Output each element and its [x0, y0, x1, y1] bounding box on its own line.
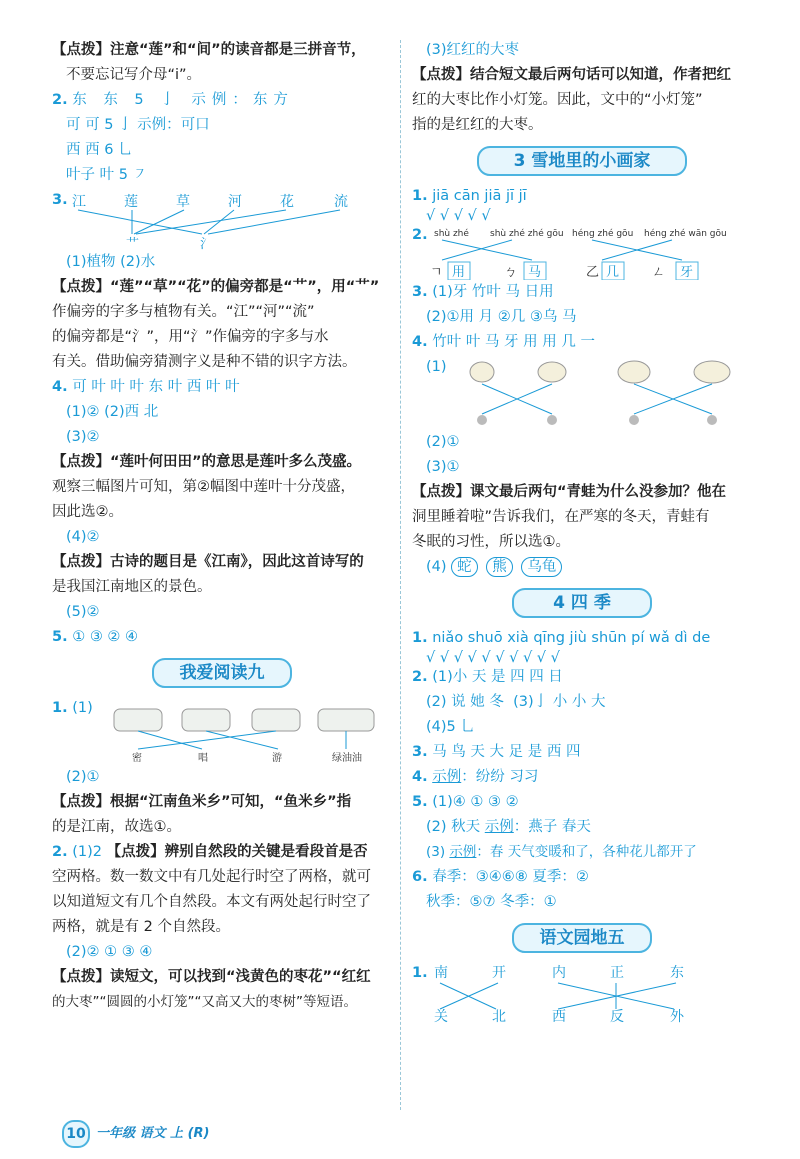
answer-line: 5. ① ③ ② ④ — [52, 629, 139, 645]
footprint — [707, 415, 717, 425]
answer-line: 1. jiā cān jiā jī jī — [412, 188, 527, 204]
answer-line: 可 可 5 亅 示例：可口 — [66, 117, 210, 133]
tip-text: 的大枣”“圆圆的小灯笼”“又高又大的枣树”等短语。 — [52, 994, 357, 1010]
match-label: 绿油油 — [332, 753, 362, 764]
answer-line: (1)植物 (2)水 — [66, 254, 156, 270]
answer-line: 4. 示例：纷纷 习习 — [412, 769, 539, 785]
picture-thumb — [114, 709, 162, 731]
page-footer — [52, 1120, 272, 1146]
page-number: 10 — [62, 1120, 90, 1148]
answer-line: (3)红红的大枣 — [426, 42, 520, 58]
answer-line: (3)② — [66, 429, 100, 445]
stroke-char: ㄱ — [430, 265, 443, 280]
section-banner: 语文园地五 — [512, 923, 652, 953]
answer-line: 2. — [412, 227, 428, 243]
answer-line: 3. (1)牙 竹叶 马 日用 — [412, 284, 554, 300]
tip-text: 【点拨】“莲叶何田田”的意思是莲叶多么茂盛。 — [52, 454, 362, 470]
stroke-char: 乙 — [586, 265, 600, 280]
answer-line: (4)② — [66, 529, 100, 545]
answer-line: (2)①用 月 ②几 ③乌 马 — [426, 309, 577, 325]
tip-text: 【点拨】课文最后两句“青蛙为什么没参加？他在 — [412, 484, 727, 500]
tip-text: 【点拨】根据“江南鱼米乡”可知，“鱼米乡”指 — [52, 794, 352, 810]
answer-line: (4) 蛇 熊 乌龟 — [412, 555, 752, 580]
chick-picture — [470, 362, 494, 382]
answer-line: 叶子 叶 5 ㇇ — [66, 167, 148, 183]
circled-answer: 乌龟 — [521, 557, 562, 577]
duck-picture — [538, 362, 566, 382]
match-char: 流 — [334, 194, 348, 210]
match-lines — [442, 240, 682, 260]
answer-line: (4)5 乚 — [426, 719, 475, 735]
match-char: 反 — [610, 1009, 624, 1023]
check-marks: √ √ √ √ √ — [426, 208, 491, 224]
pinyin-label: shù zhé zhé gōu — [490, 229, 564, 239]
match-char: 江 — [72, 194, 86, 210]
tip-text: 作偏旁的字多与植物有关。“江”“河”“流” — [52, 304, 315, 320]
answer-line: (2)① — [426, 434, 460, 450]
answer-line: (1)② (2)西 北 — [66, 404, 159, 420]
tip-text: 空两格。数一数文中有几处起行时空了两格，就可 — [52, 869, 371, 885]
answer-char: 几 — [606, 265, 620, 280]
answer-line: 1. (1) — [52, 700, 93, 716]
match-char: 草 — [176, 194, 190, 210]
tip-text: 洞里睡着啦”告诉我们，在严寒的冬天，青蛙有 — [412, 509, 710, 525]
section-banner: 我爱阅读九 — [152, 658, 292, 688]
pinyin-label: héng zhé wān gōu — [644, 229, 727, 239]
pinyin-label: héng zhé gōu — [572, 229, 634, 239]
picture-thumb — [252, 709, 300, 731]
picture-matching — [52, 707, 392, 765]
stroke-char: ㄥ — [652, 265, 666, 280]
answer-line: (3) 示例：春 天气变暖和了，各种花儿都开了 — [426, 844, 697, 860]
answer-line: 2. (1)2 【点拨】辨别自然段的关键是看段首是否 — [52, 844, 368, 860]
tip-text: 指的是红红的大枣。 — [412, 117, 543, 133]
match-char: 西 — [552, 1009, 566, 1023]
footprint — [629, 415, 639, 425]
answer-line: (2) 说 她 冬 (3)亅 小 小 大 — [426, 694, 606, 710]
match-label: 游 — [272, 753, 282, 764]
answer-char: 牙 — [680, 265, 694, 280]
answer-line: 3. 马 鸟 天 大 足 是 西 四 — [412, 744, 581, 760]
tip-text: 【点拨】读短文，可以找到“浅黄色的枣花”“红红 — [52, 969, 371, 985]
answer-line: 5. (1)④ ① ③ ② — [412, 794, 519, 810]
answer-line: (1) — [426, 359, 447, 375]
left-column — [52, 38, 392, 1015]
horse-picture — [694, 361, 730, 383]
tip-text: 【点拨】结合短文最后两句话可以知道，作者把红 — [412, 67, 731, 83]
right-column — [412, 38, 752, 1023]
circled-answer: 蛇 — [451, 557, 478, 577]
answer-line: 2. (1)小 天 是 四 四 日 — [412, 669, 563, 685]
tip-text: 因此选②。 — [52, 504, 123, 520]
book-label: 一年级 语文 上 (R) — [96, 1126, 210, 1141]
answer-line: 6. 春季：③④⑥⑧ 夏季：② — [412, 869, 589, 885]
match-char: 正 — [610, 965, 624, 981]
tip-text: 的是江南，故选①。 — [52, 819, 181, 835]
tip-text: 是我国江南地区的景色。 — [52, 579, 212, 595]
match-char: 内 — [552, 965, 566, 981]
tip-text: 红的大枣比作小灯笼。因此，文中的“小灯笼” — [412, 92, 703, 108]
stroke-matching — [412, 224, 752, 280]
answer-char: 马 — [528, 265, 542, 280]
answer-char: 用 — [452, 265, 466, 280]
tip-text: 观察三幅图片可知，第②幅图中莲叶十分茂盛， — [52, 479, 355, 495]
match-char: 南 — [434, 965, 448, 981]
match-label: 唱 — [198, 753, 208, 764]
answer-line: 秋季：⑤⑦ 冬季：① — [426, 894, 557, 910]
match-char: 外 — [670, 1009, 684, 1023]
answer-line: 1. niǎo shuō xià qīng jiù shūn pí wǎ dì de — [412, 630, 711, 646]
picture-thumb — [318, 709, 374, 731]
answer-char: 冬 — [489, 694, 504, 710]
answer-char: 她 — [470, 694, 485, 710]
match-lines — [78, 210, 340, 234]
section-banner: 4 四 季 — [512, 588, 652, 618]
tip-text: 有关。借助偏旁猜测字义是种不错的识字方法。 — [52, 354, 357, 370]
tip-text: 的偏旁都是“氵”，用“氵”作偏旁的字多与水 — [52, 329, 329, 345]
dog-picture — [618, 361, 650, 383]
match-char: 莲 — [124, 194, 138, 210]
picture-thumb — [182, 709, 230, 731]
answer-line: 2. 东 东 5 亅 示例：东方 — [52, 92, 294, 108]
tip-text: 不要忘记写介母“i”。 — [66, 67, 202, 83]
answer-line: 西 西 6 乚 — [66, 142, 133, 158]
answer-line: (2)① — [66, 769, 100, 785]
animal-footprint-matching — [412, 358, 752, 430]
match-lines — [440, 983, 676, 1009]
answer-line: 4. 可 叶 叶 叶 东 叶 西 叶 叶 — [52, 379, 240, 395]
match-radical: 艹 — [126, 237, 140, 250]
tip-text: 以知道短文有几个自然段。本文有两处起行时空了 — [52, 894, 371, 910]
match-label: 密 — [132, 753, 142, 764]
tip-text: 【点拨】“莲”“草”“花”的偏旁都是“艹”，用“艹” — [52, 279, 380, 295]
match-char: 河 — [228, 194, 242, 210]
answer-line: (2)② ① ③ ④ — [66, 944, 153, 960]
stroke-char: ㄅ — [504, 265, 518, 280]
answer-line: (2) 秋天 示例：燕子 春天 — [426, 819, 591, 835]
pinyin-label: shù zhé — [434, 229, 469, 239]
match-radical: 氵 — [200, 237, 214, 250]
matching-diagram — [52, 188, 392, 250]
footprint — [477, 415, 487, 425]
check-marks: √ √ √ √ √ √ √ √ √ √ — [426, 650, 560, 666]
footprint — [547, 415, 557, 425]
antonym-matching — [412, 961, 752, 1023]
match-char: 关 — [434, 1009, 448, 1023]
tip-text: 【点拨】注意“莲”和“间”的读音都是三拼音节， — [52, 42, 366, 58]
match-char: 北 — [492, 1009, 506, 1023]
answer-line: 1. — [412, 965, 428, 981]
answer-line: 3. — [52, 192, 68, 208]
match-char: 花 — [280, 194, 294, 210]
answer-line: (3)① — [426, 459, 460, 475]
tip-text: 冬眠的习性，所以选①。 — [412, 534, 570, 550]
match-char: 开 — [492, 965, 506, 981]
answer-line: (5)② — [66, 604, 100, 620]
tip-text: 【点拨】古诗的题目是《江南》，因此这首诗写的 — [52, 554, 364, 570]
match-lines — [138, 731, 346, 749]
tip-text: 两格，就是有 2 个自然段。 — [52, 919, 230, 935]
answer-line: 4. 竹叶 叶 马 牙 用 用 几 一 — [412, 334, 595, 350]
match-char: 东 — [670, 965, 684, 981]
answer-char: 说 — [451, 694, 466, 710]
section-banner: 3 雪地里的小画家 — [477, 146, 687, 176]
circled-answer: 熊 — [486, 557, 513, 577]
column-divider — [400, 40, 401, 1110]
match-lines — [482, 384, 712, 414]
